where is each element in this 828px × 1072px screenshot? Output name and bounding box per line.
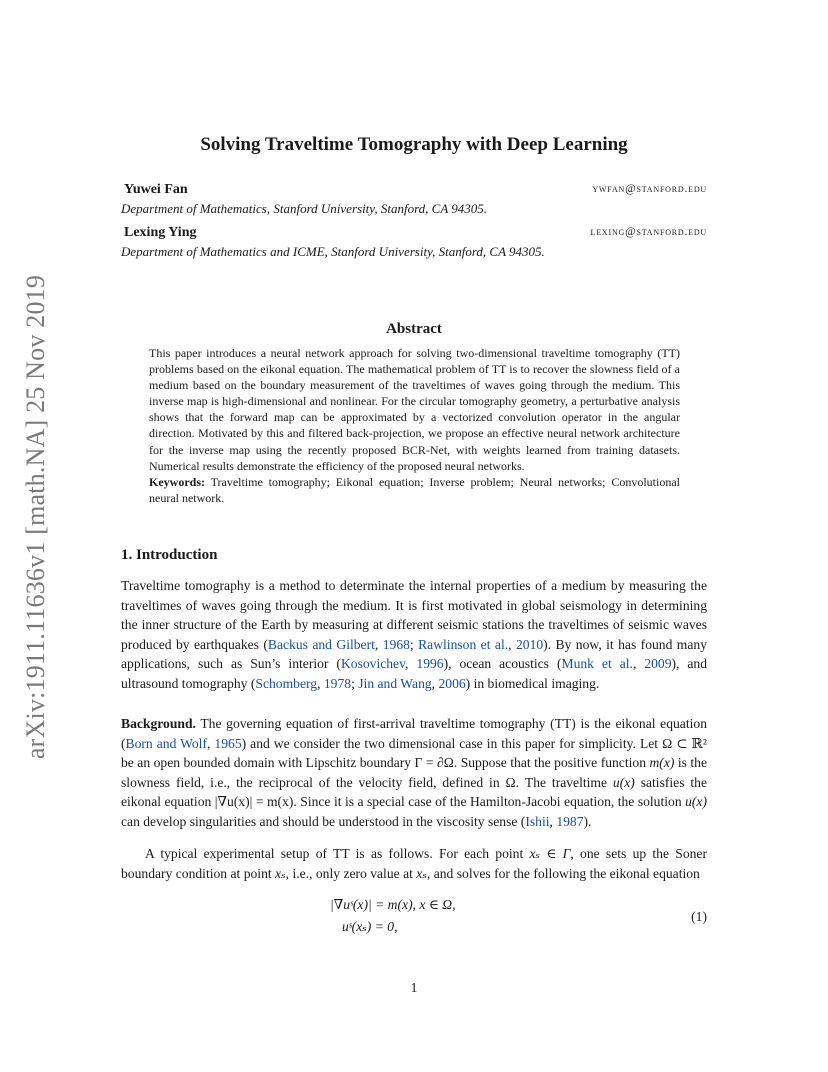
citation-link[interactable]: Kosovichev	[340, 656, 406, 671]
section-heading: 1. Introduction	[121, 547, 218, 563]
author-email: ywfan@stanford.edu	[592, 183, 707, 195]
citation-link[interactable]: 1965	[214, 735, 242, 751]
citation-link[interactable]: Munk et al.	[561, 656, 633, 671]
citation-link[interactable]: 2009	[644, 656, 672, 671]
citation-link[interactable]: 1987	[556, 813, 584, 829]
equation-line: uˢ(xₛ) = 0,	[342, 919, 398, 934]
keywords	[149, 474, 680, 506]
intro-paragraph: Traveltime tomography is a method to determinate the internal properties of a medium by measuring the traveltimes of waves going through the medium. It is first motivated in global seismology in determining the inner structure of the Earth by measuring at different seismic stations the traveltimes of seismic waves produced by earthquakes (Backus and Gilbert, 1968; Rawlinson et al., 2010). By now, it has found many applications, such as Sun’s interior (Kosovichev, 1996), ocean acoustics (Munk et al., 2009), and ultrasound tomography (Schomberg, 1978; Jin and Wang, 2006) in biomedical imaging.	[121, 578, 708, 691]
author-name: Yuwei Fan	[124, 182, 188, 197]
arxiv-identifier: arXiv:1911.11636v1 [math.NA] 25 Nov 2019	[21, 274, 50, 760]
setup-paragraph: A typical experimental setup of TT is as follows. For each point xₛ ∈ Γ, one sets up the Soner boundary condition at point xₛ, i.e., only zero value at xₛ, and solves for the following the eikonal equation	[121, 846, 707, 881]
citation-link[interactable]: 1968	[382, 636, 410, 652]
paragraph-lead: Background.	[121, 716, 196, 731]
abstract-heading: Abstract	[386, 321, 442, 337]
arxiv-sidebar	[16, 262, 56, 772]
keywords-label: Keywords:	[149, 474, 205, 489]
abstract-body	[149, 345, 680, 506]
citation-link[interactable]: 1978	[323, 675, 352, 691]
page-number: 1	[410, 980, 418, 995]
abstract-text: This paper introduces a neural network approach for solving two-dimensional traveltime tomography (TT) problems based on the eikonal equation. The mathematical problem of TT is to recover the slowness field of a medium based on the boundary measurement of the traveltimes of waves going through the medium. This inverse map is high-dimensional and nonlinear. For the circular tomography geometry, a perturbative analysis shows that the forward map can be approximated by a vectorized convolution operator in the angular direction. Motivated by this and filtered back-projection, we propose an effective neural network architecture for the inverse map using the recently proposed BCR-Net, with weights learned from training datasets. Numerical results demonstrate the efficiency of the proposed neural networks.	[149, 346, 680, 473]
citation-link[interactable]: 2010	[515, 636, 544, 652]
citation-link[interactable]: Jin and Wang	[358, 675, 432, 691]
author-email: lexing@stanford.edu	[590, 226, 707, 238]
background-paragraph: Background. The governing equation of first-arrival traveltime tomography (TT) is the eikonal equation (Born and Wolf, 1965) and we consider the two dimensional case in this paper for simplicity. Let Ω ⊂ ℝ² be an open bounded domain with Lipschitz boundary Γ = ∂Ω. Suppose that the positive function m(x) is the slowness field, i.e., the reciprocal of the velocity field, defined in Ω. The traveltime u(x) satisfies the eikonal equation |∇u(x)| = m(x). Since it is a special case of the Hamilton-Jacobi equation, the solution u(x) can develop singularities and should be understood in the viscosity sense (Ishii, 1987).	[121, 716, 707, 829]
keywords-list: Traveltime tomography; Eikonal equation; Inverse problem; Neural networks; Convolutional neural network.	[149, 474, 680, 505]
citation-link[interactable]: Backus and Gilbert	[267, 636, 375, 652]
equation-line: |∇uˢ(x)| = m(x), x ∈ Ω,	[330, 897, 456, 912]
author-name: Lexing Ying	[124, 225, 197, 240]
citation-link[interactable]: Rawlinson et al.	[418, 636, 509, 652]
equation-number: (1)	[691, 909, 707, 924]
paper-title: Solving Traveltime Tomography with Deep Learning	[200, 134, 628, 155]
citation-link[interactable]: 2006	[438, 675, 466, 691]
author-affiliation: Department of Mathematics, Stanford University, Stanford, CA 94305.	[121, 201, 488, 216]
citation-link[interactable]: Ishii	[525, 813, 550, 829]
citation-link[interactable]: Born and Wolf	[125, 735, 207, 751]
author-affiliation: Department of Mathematics and ICME, Stanford University, Stanford, CA 94305.	[121, 244, 545, 259]
citation-link[interactable]: 1996	[416, 656, 444, 671]
citation-link[interactable]: Schomberg	[255, 675, 318, 691]
